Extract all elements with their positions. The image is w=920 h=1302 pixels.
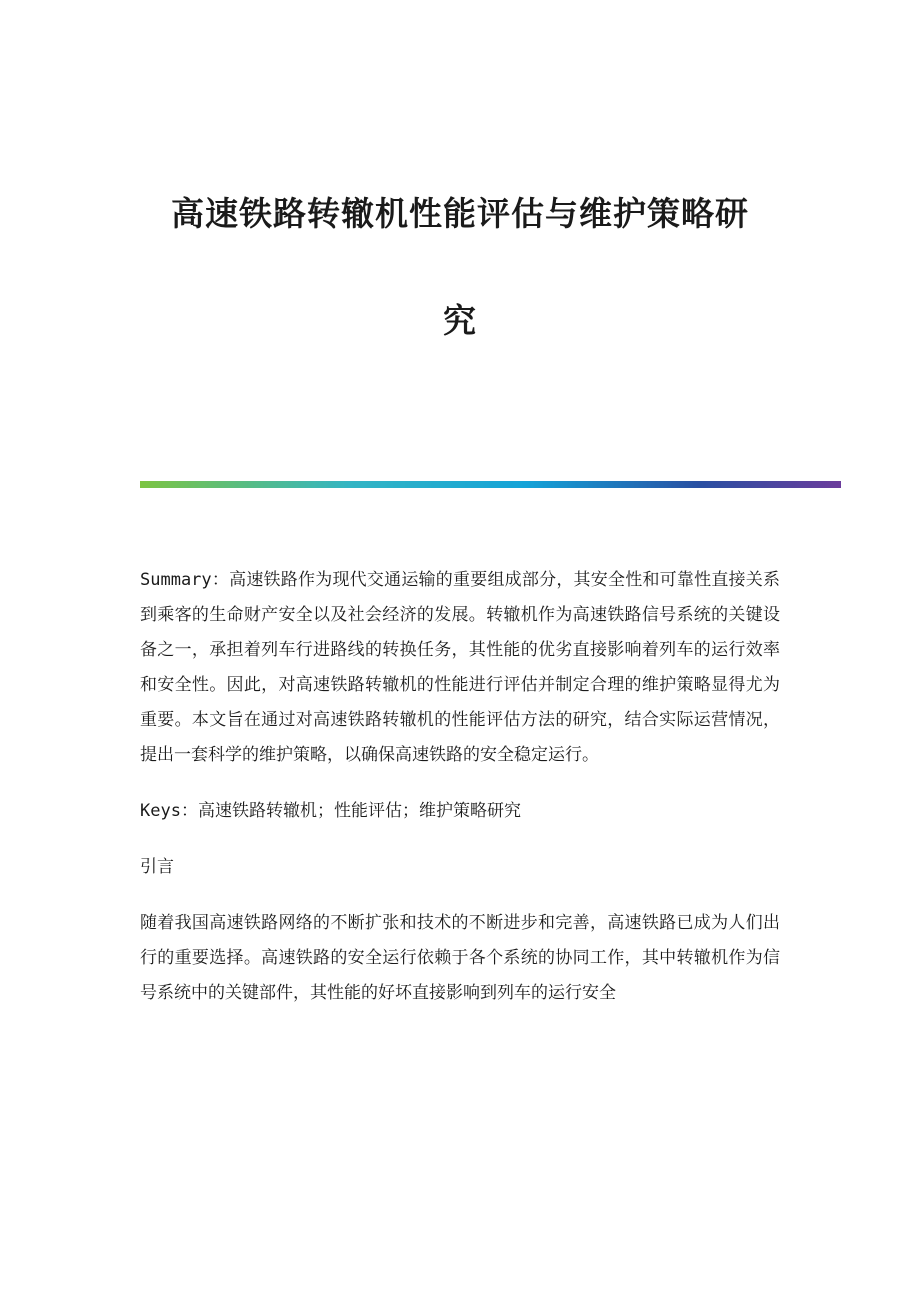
- keys-text: 高速铁路转辙机；性能评估；维护策略研究: [197, 801, 521, 821]
- document-title: [140, 188, 780, 347]
- summary-text: 高速铁路作为现代交通运输的重要组成部分，其安全性和可靠性直接关系到乘客的生命财产安全以及社会经济的发展。转辙机作为高速铁路信号系统的关键设备之一，承担着列车行进路线的转换任务，其性能的优劣直接影响着列车的运行效率和安全性。因此，对高速铁路转辙机的性能进行评估并制定合理的维护策略显得尤为重要。本文旨在通过对高速铁路转辙机的性能评估方法的研究，结合实际运营情况，提出一套科学的维护策略，以确保高速铁路的安全稳定运行。: [140, 570, 781, 765]
- intro-heading: 引言: [140, 857, 174, 877]
- document-body: [140, 563, 780, 1011]
- summary-label: Summary: [140, 570, 212, 590]
- intro-paragraph: 随着我国高速铁路网络的不断扩张和技术的不断进步和完善，高速铁路已成为人们出行的重要选择。高速铁路的安全运行依赖于各个系统的协同工作，其中转辙机作为信号系统中的关键部件，其性能的好坏直接影响到列车的运行安全: [140, 913, 780, 1003]
- title-divider: [140, 481, 841, 488]
- title-line-2: 究: [443, 301, 477, 340]
- keys-label: Keys: [140, 801, 181, 821]
- keys-separator: ：: [180, 801, 198, 821]
- summary-paragraph: [140, 563, 780, 773]
- keys-paragraph: [140, 794, 780, 829]
- title-line-1: 高速铁路转辙机性能评估与维护策略研: [171, 194, 749, 233]
- summary-separator: ：: [211, 570, 230, 590]
